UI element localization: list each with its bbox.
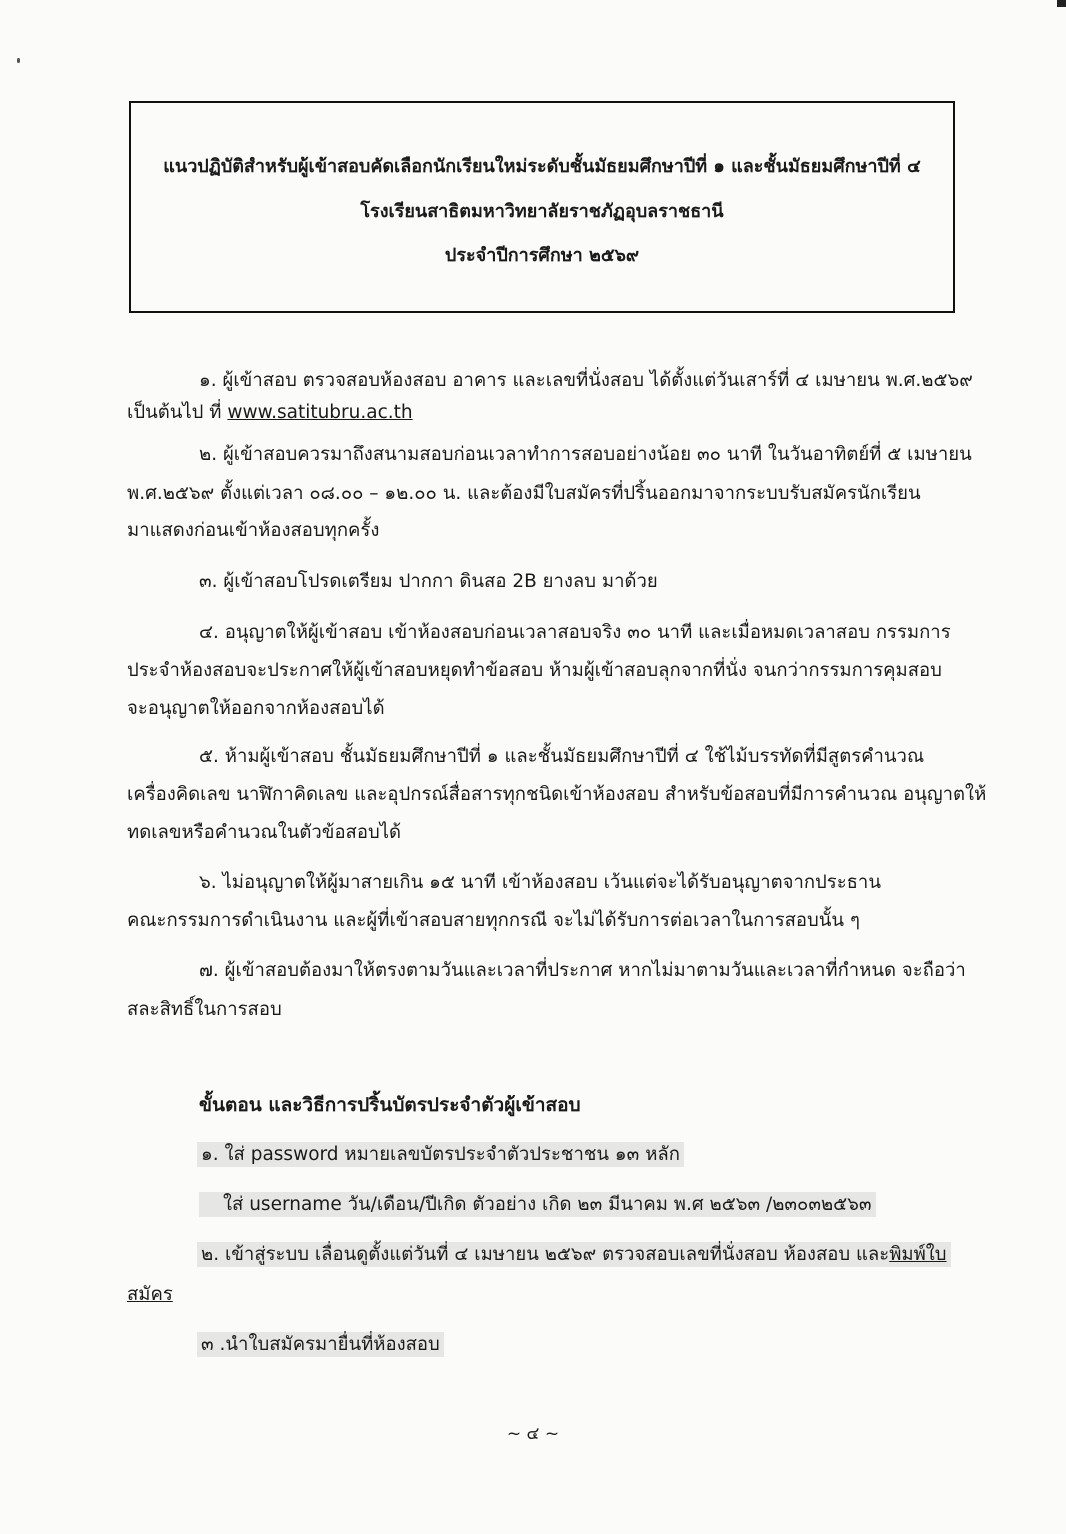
rule-6-line-1: ๖. ไม่อนุญาตให้ผู้มาสายเกิน ๑๕ นาที เข้าห้องสอบ เว้นแต่จะได้รับอนุญาตจากประธาน: [199, 872, 881, 893]
school-website-link[interactable]: www.satitubru.ac.th: [227, 402, 413, 423]
step-2-prefix: ๒. เข้าสู่ระบบ เลื่อนดูตั้งแต่วันที่ ๔ เมษายน ๒๕๖๙ ตรวจสอบเลขที่นั่งสอบ ห้องสอบ และ: [201, 1244, 890, 1265]
title-box: [129, 101, 955, 313]
step-2-line-2[interactable]: สมัคร: [127, 1284, 173, 1305]
scan-corner-mark: [1057, 0, 1066, 7]
rule-6-line-2: คณะกรรมการดำเนินงาน และผู้ที่เข้าสอบสายทุกกรณี จะไม่ได้รับการต่อเวลาในการสอบนั้น ๆ: [127, 910, 860, 931]
rule-7-line-1: ๗. ผู้เข้าสอบต้องมาให้ตรงตามวันและเวลาที่ประกาศ หากไม่มาตามวันและเวลาที่กำหนด จะถือว่า: [199, 960, 966, 981]
rule-4-line-1: ๔. อนุญาตให้ผู้เข้าสอบ เข้าห้องสอบก่อนเวลาสอบจริง ๓๐ นาที และเมื่อหมดเวลาสอบ กรรมการ: [199, 622, 951, 643]
rule-5-line-2: เครื่องคิดเลข นาฬิกาคิดเลข และอุปกรณ์สื่อสารทุกชนิดเข้าห้องสอบ สำหรับข้อสอบที่มีการคำนวณ อนุญาตให้: [127, 784, 987, 805]
rule-2-line-1: ๒. ผู้เข้าสอบควรมาถึงสนามสอบก่อนเวลาทำการสอบอย่างน้อย ๓๐ นาที ในวันอาทิตย์ที่ ๕ เมษายน: [199, 444, 972, 465]
rule-3-line-1: ๓. ผู้เข้าสอบโปรดเตรียม ปากกา ดินสอ 2B ยางลบ มาด้วย: [199, 571, 658, 592]
step-1-text: ๑. ใส่ password หมายเลขบัตรประจำตัวประชาชน ๑๓ หลัก: [197, 1142, 684, 1167]
rule-1-line-1: ๑. ผู้เข้าสอบ ตรวจสอบห้องสอบ อาคาร และเลขที่นั่งสอบ ได้ตั้งแต่วันเสาร์ที่ ๔ เมษายน พ.ศ.๒๕๖๙: [199, 370, 973, 391]
rule-2-line-2: พ.ศ.๒๕๖๙ ตั้งแต่เวลา ๐๘.๐๐ – ๑๒.๐๐ น. และต้องมีใบสมัครที่ปริ้นออกมาจากระบบรับสมัครนักเรียน: [127, 483, 921, 504]
page-number: ~ ๔ ~: [506, 1424, 560, 1444]
scan-speck: [17, 58, 20, 63]
step-1-username-text: ใส่ username วัน/เดือน/ปีเกิด ตัวอย่าง เกิด ๒๓ มีนาคม พ.ศ ๒๕๖๓ /๒๓๐๓๒๕๖๓: [199, 1192, 876, 1217]
rule-4-line-3: จะอนุญาตให้ออกจากห้องสอบได้: [127, 698, 385, 719]
title-line-1: แนวปฏิบัติสำหรับผู้เข้าสอบคัดเลือกนักเรียนใหม่ระดับชั้นมัธยมศึกษาปีที่ ๑ และชั้นมัธยมศึกษาปีที่ ๔: [163, 156, 921, 177]
step-2-line-1: [197, 1240, 951, 1269]
print-application-link[interactable]: พิมพ์ใบ: [889, 1244, 947, 1265]
step-2-text: [197, 1242, 951, 1267]
step-3: [197, 1330, 444, 1359]
rule-2-line-3: มาแสดงก่อนเข้าห้องสอบทุกครั้ง: [127, 520, 380, 541]
title-line-3: ประจำปีการศึกษา ๒๕๖๙: [444, 245, 640, 266]
rule-1-prefix: เป็นต้นไป ที่: [127, 402, 228, 423]
rule-5-line-3: ทดเลขหรือคำนวณในตัวข้อสอบได้: [127, 822, 402, 843]
rule-4-line-2: ประจำห้องสอบจะประกาศให้ผู้เข้าสอบหยุดทำข้อสอบ ห้ามผู้เข้าสอบลุกจากที่นั่ง จนกว่ากรรมการคุมสอบ: [127, 660, 942, 681]
rule-5-line-1: ๕. ห้ามผู้เข้าสอบ ชั้นมัธยมศึกษาปีที่ ๑ และชั้นมัธยมศึกษาปีที่ ๔ ใช้ไม้บรรทัดที่มีสูตรคำนวณ: [199, 746, 925, 767]
rule-7-line-2: สละสิทธิ์ในการสอบ: [127, 999, 282, 1020]
step-1-username: [199, 1190, 876, 1219]
step-3-text: ๓ .นำใบสมัครมายื่นที่ห้องสอบ: [197, 1332, 444, 1357]
step-1: [197, 1140, 684, 1169]
steps-heading: ขั้นตอน และวิธีการปริ้นบัตรประจำตัวผู้เข้าสอบ: [199, 1094, 581, 1116]
title-line-2: โรงเรียนสาธิตมหาวิทยาลัยราชภัฏอุบลราชธานี: [360, 201, 724, 222]
rule-1-line-2: [127, 398, 413, 427]
